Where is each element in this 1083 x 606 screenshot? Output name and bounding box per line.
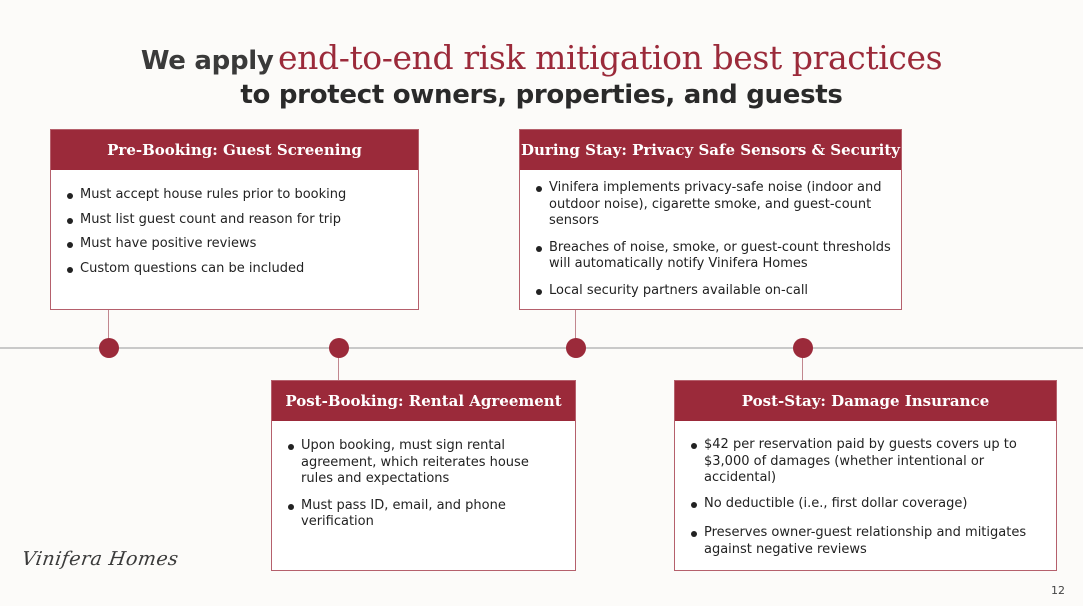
- stem-post-booking: [338, 357, 339, 380]
- vinifera-homes-logo: Vinifera Homes: [20, 548, 181, 570]
- title-line-2: to protect owners, properties, and guests: [240, 80, 843, 110]
- card-header-pre-booking: Pre-Booking: Guest Screening: [51, 130, 418, 170]
- list-item: Local security partners available on-call: [536, 283, 893, 300]
- stem-post-stay: [802, 357, 803, 380]
- card-header-post-booking: Post-Booking: Rental Agreement: [272, 381, 575, 421]
- page-number: 12: [1051, 584, 1065, 597]
- list-item: $42 per reservation paid by guests covers up to $3,000 of damages (whether intentional or accidental): [691, 437, 1044, 487]
- list-item: Breaches of noise, smoke, or guest-count thresholds will automatically notify Vinifera Homes: [536, 240, 893, 273]
- list-item: No deductible (i.e., first dollar coverage): [691, 496, 1044, 513]
- timeline-dot-pre-booking: [99, 338, 119, 358]
- list-item: Must list guest count and reason for trip: [67, 212, 404, 229]
- title-prefix: We apply: [140, 46, 274, 76]
- list-item: Custom questions can be included: [67, 261, 404, 278]
- list-item: Upon booking, must sign rental agreement, which reiterates house rules and expectations: [288, 438, 551, 488]
- list-item: Vinifera implements privacy-safe noise (indoor and outdoor noise), cigarette smoke, and guest-count sensors: [536, 180, 893, 230]
- card-list-during-stay: [520, 170, 901, 299]
- card-list-pre-booking: [51, 170, 418, 277]
- timeline-dot-during-stay: [566, 338, 586, 358]
- card-header-post-stay: Post-Stay: Damage Insurance: [675, 381, 1056, 421]
- card-pre-booking: [50, 129, 419, 310]
- list-item: Preserves owner-guest relationship and mitigates against negative reviews: [691, 525, 1044, 558]
- timeline-line: [0, 347, 1083, 349]
- timeline-dot-post-stay: [793, 338, 813, 358]
- card-post-booking: [271, 380, 576, 571]
- card-during-stay: [519, 129, 902, 310]
- title-accent: end-to-end risk mitigation best practices: [277, 38, 943, 77]
- stem-during-stay: [575, 309, 576, 339]
- slide-title: [0, 38, 1083, 110]
- list-item: Must have positive reviews: [67, 236, 404, 253]
- card-list-post-booking: [272, 421, 575, 531]
- list-item: Must pass ID, email, and phone verification: [288, 498, 551, 531]
- stem-pre-booking: [108, 309, 109, 339]
- card-header-during-stay: During Stay: Privacy Safe Sensors & Security: [520, 130, 901, 170]
- list-item: Must accept house rules prior to booking: [67, 187, 404, 204]
- title-line-1: [0, 38, 1083, 80]
- card-post-stay: [674, 380, 1057, 571]
- timeline-dot-post-booking: [329, 338, 349, 358]
- card-list-post-stay: [675, 421, 1056, 558]
